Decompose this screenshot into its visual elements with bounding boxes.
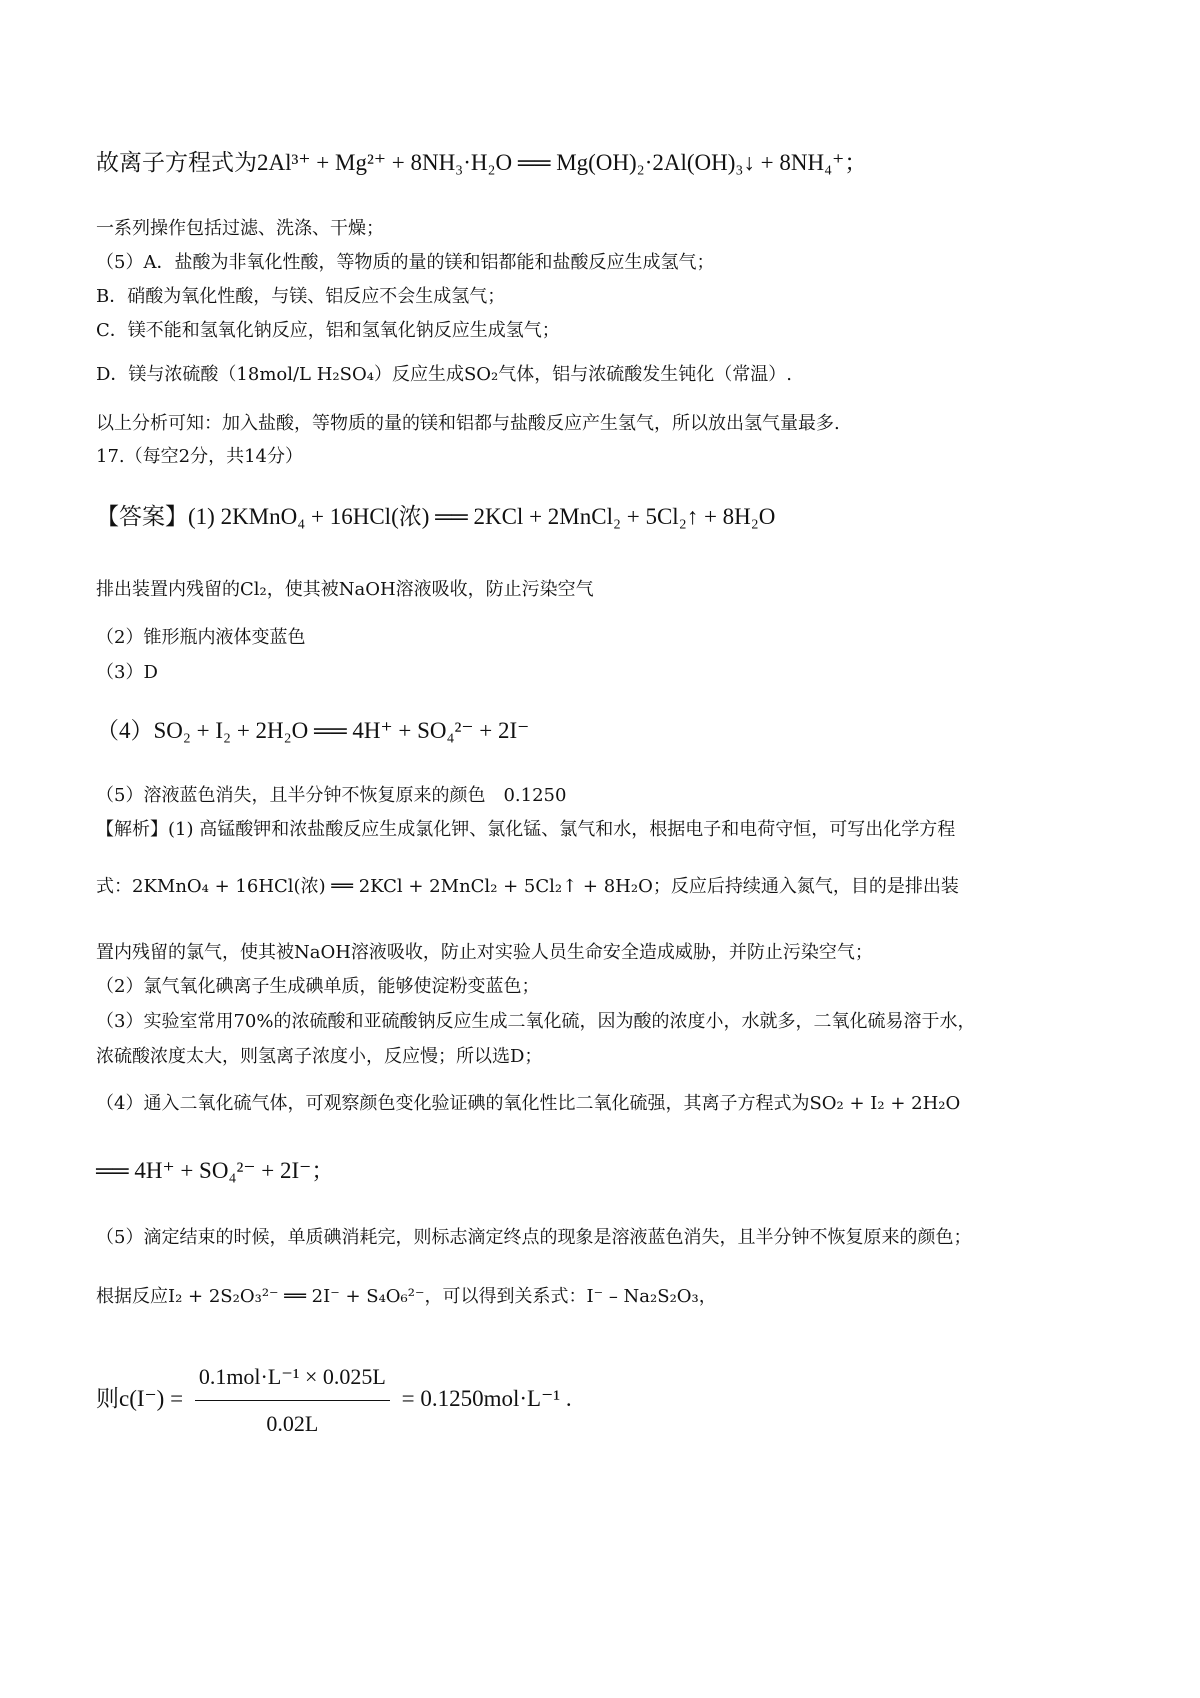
formula-denominator: 0.02L [266,1411,319,1436]
formula-numerator: 0.1mol·L⁻¹ × 0.025L [195,1357,390,1401]
text-line: 故离子方程式为2Al³⁺ + Mg²⁺ + 8NH₃·H₂O ══ Mg(OH)₂·2Al(OH)₃↓ + 8NH₄⁺； [96,150,868,175]
concentration-formula [96,1357,1120,1444]
text-line: （5）溶液蓝色消失，且半分钟不恢复原来的颜色 0.1250 [96,785,567,806]
text-line: 17.（每空2分，共14分） [96,446,303,467]
text-line: ══ 4H⁺ + SO₄²⁻ + 2I⁻； [96,1158,335,1183]
text-line: （2）锥形瓶内液体变蓝色 [96,627,306,648]
formula-fraction [195,1357,390,1444]
text-line: D．镁与浓硫酸（18mol/L H₂SO₄）反应生成SO₂气体，铝与浓硫酸发生钝化（常温）. [96,364,792,385]
text-line: C．镁不能和氢氧化钠反应，铝和氢氧化钠反应生成氢气； [96,320,560,341]
text-line: 置内残留的氯气，使其被NaOH溶液吸收，防止对实验人员生命安全造成威胁，并防止污染空气； [96,942,873,963]
formula-result: = 0.1250mol·L⁻¹ . [401,1385,572,1411]
text-line: B．硝酸为氧化性酸，与镁、铝反应不会生成氢气； [96,286,506,307]
formula-prefix: 则c(I⁻) = [96,1385,184,1411]
text-line: 【答案】(1) 2KMnO₄ + 16HCl(浓) ══ 2KCl + 2MnCl₂ + 5Cl₂↑ + 8H₂O [96,504,776,529]
text-line: （2）氯气氧化碘离子生成碘单质，能够使淀粉变蓝色； [96,976,540,997]
text-line: 浓硫酸浓度太大，则氢离子浓度小，反应慢；所以选D； [96,1046,543,1067]
text-line: 【解析】(1) 高锰酸钾和浓盐酸反应生成氯化钾、氯化锰、氯气和水，根据电子和电荷守恒，可写出化学方程 [96,819,956,840]
text-line: （5）A．盐酸为非氧化性酸，等物质的量的镁和铝都能和盐酸反应生成氢气； [96,252,715,273]
text-line: 根据反应I₂ + 2S₂O₃²⁻ ══ 2I⁻ + S₄O₆²⁻，可以得到关系式：I⁻ – Na₂S₂O₃， [96,1286,717,1307]
text-line: （5）滴定结束的时候，单质碘消耗完，则标志滴定终点的现象是溶液蓝色消失，且半分钟不恢复原来的颜色； [96,1227,972,1248]
text-line: （4）通入二氧化硫气体，可观察颜色变化验证碘的氧化性比二氧化硫强，其离子方程式为SO₂ + I₂ + 2H₂O [96,1093,961,1114]
text-line: 以上分析可知：加入盐酸，等物质的量的镁和铝都与盐酸反应产生氢气，所以放出氢气量最多. [96,413,840,434]
text-line: 式：2KMnO₄ + 16HCl(浓) ══ 2KCl + 2MnCl₂ + 5Cl₂↑ + 8H₂O；反应后持续通入氮气，目的是排出装 [96,876,959,897]
text-line: （3）D [96,662,158,683]
text-line: 一系列操作包括过滤、洗涤、干燥； [96,218,384,239]
text-line: 排出装置内残留的Cl₂，使其被NaOH溶液吸收，防止污染空气 [96,579,594,600]
text-line: （3）实验室常用70%的浓硫酸和亚硫酸钠反应生成二氧化硫，因为酸的浓度小，水就多，二氧化硫易溶于水， [96,1011,976,1032]
text-line: （4）SO₂ + I₂ + 2H₂O ══ 4H⁺ + SO₄²⁻ + 2I⁻ [96,718,530,743]
